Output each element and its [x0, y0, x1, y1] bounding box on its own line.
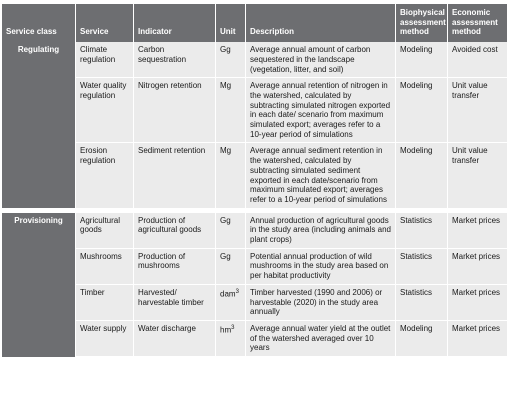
unit-base: dam: [220, 289, 236, 299]
cell-indicator: Sediment retention: [134, 143, 216, 212]
cell-unit: Gg: [216, 213, 246, 249]
unit-exponent: 3: [231, 324, 235, 331]
cell-indicator: Water discharge: [134, 321, 216, 357]
table-row: [2, 249, 507, 285]
cell-service: Erosion regulation: [76, 143, 134, 212]
cell-description: Annual production of agricultural goods in the study area (including animals and plant crops): [246, 213, 396, 249]
table-row: [2, 78, 507, 143]
cell-indicator: Harvested/ harvestable timber: [134, 285, 216, 321]
cell-biophysical: Modeling: [396, 143, 448, 212]
cell-indicator: Production of mushrooms: [134, 249, 216, 285]
table-row: [2, 213, 507, 249]
ecosystem-services-table: [2, 4, 507, 357]
header-unit: Unit: [216, 4, 246, 42]
table-header: [2, 4, 507, 42]
cell-description: Average annual sediment retention in the watershed, calculated by subtracting simulated sediment exported in each date/scenario from maximum simulated export; averages refer to a 10-year period of simulations: [246, 143, 396, 212]
cell-unit: Mg: [216, 143, 246, 212]
cell-unit: Gg: [216, 42, 246, 78]
cell-indicator: Carbon sequestration: [134, 42, 216, 78]
table-row: [2, 285, 507, 321]
cell-economic: Market prices: [448, 285, 507, 321]
cell-description: Potential annual production of wild mushrooms in the study area based on per habitat productivity: [246, 249, 396, 285]
table-body: [2, 42, 507, 357]
cell-description: Average annual retention of nitrogen in the watershed, calculated by subtracting simulated nitrogen exported in each date/ scenario from maximum simulated export; averages refer to a 10-year period of simulations: [246, 78, 396, 143]
cell-biophysical: Modeling: [396, 42, 448, 78]
cell-description: Average annual amount of carbon sequestered in the landscape (vegetation, litter, and soil): [246, 42, 396, 78]
header-economic-method: Economic assessment method: [448, 4, 507, 42]
cell-biophysical: Modeling: [396, 78, 448, 143]
cell-description: Average annual water yield at the outlet of the watershed averaged over 10 years: [246, 321, 396, 357]
cell-economic: Market prices: [448, 321, 507, 357]
cell-service: Water quality regulation: [76, 78, 134, 143]
service-class-provisioning: Provisioning: [2, 213, 76, 357]
cell-biophysical: Statistics: [396, 213, 448, 249]
cell-unit: Gg: [216, 249, 246, 285]
header-service: Service: [76, 4, 134, 42]
cell-description: Timber harvested (1990 and 2006) or harvestable (2020) in the study area annually: [246, 285, 396, 321]
cell-unit: Mg: [216, 78, 246, 143]
cell-biophysical: Statistics: [396, 249, 448, 285]
cell-service: Water supply: [76, 321, 134, 357]
cell-biophysical: Modeling: [396, 321, 448, 357]
unit-base: hm: [220, 325, 232, 335]
header-description: Description: [246, 4, 396, 42]
table-row: [2, 321, 507, 357]
service-class-regulating: Regulating: [2, 42, 76, 213]
cell-service: Climate regulation: [76, 42, 134, 78]
header-biophysical-method: Biophysical assessment method: [396, 4, 448, 42]
cell-service: Mushrooms: [76, 249, 134, 285]
header-service-class: Service class: [2, 4, 76, 42]
cell-indicator: Nitrogen retention: [134, 78, 216, 143]
cell-biophysical: Statistics: [396, 285, 448, 321]
cell-service: Timber: [76, 285, 134, 321]
cell-indicator: Production of agricultural goods: [134, 213, 216, 249]
cell-economic: Unit value transfer: [448, 78, 507, 143]
cell-unit: [216, 321, 246, 357]
cell-economic: Market prices: [448, 213, 507, 249]
header-indicator: Indicator: [134, 4, 216, 42]
cell-service: Agricultural goods: [76, 213, 134, 249]
cell-economic: Avoided cost: [448, 42, 507, 78]
table-row: [2, 42, 507, 78]
cell-economic: Market prices: [448, 249, 507, 285]
table-row: [2, 143, 507, 212]
cell-economic: Unit value transfer: [448, 143, 507, 212]
cell-unit: [216, 285, 246, 321]
unit-exponent: 3: [235, 288, 239, 295]
